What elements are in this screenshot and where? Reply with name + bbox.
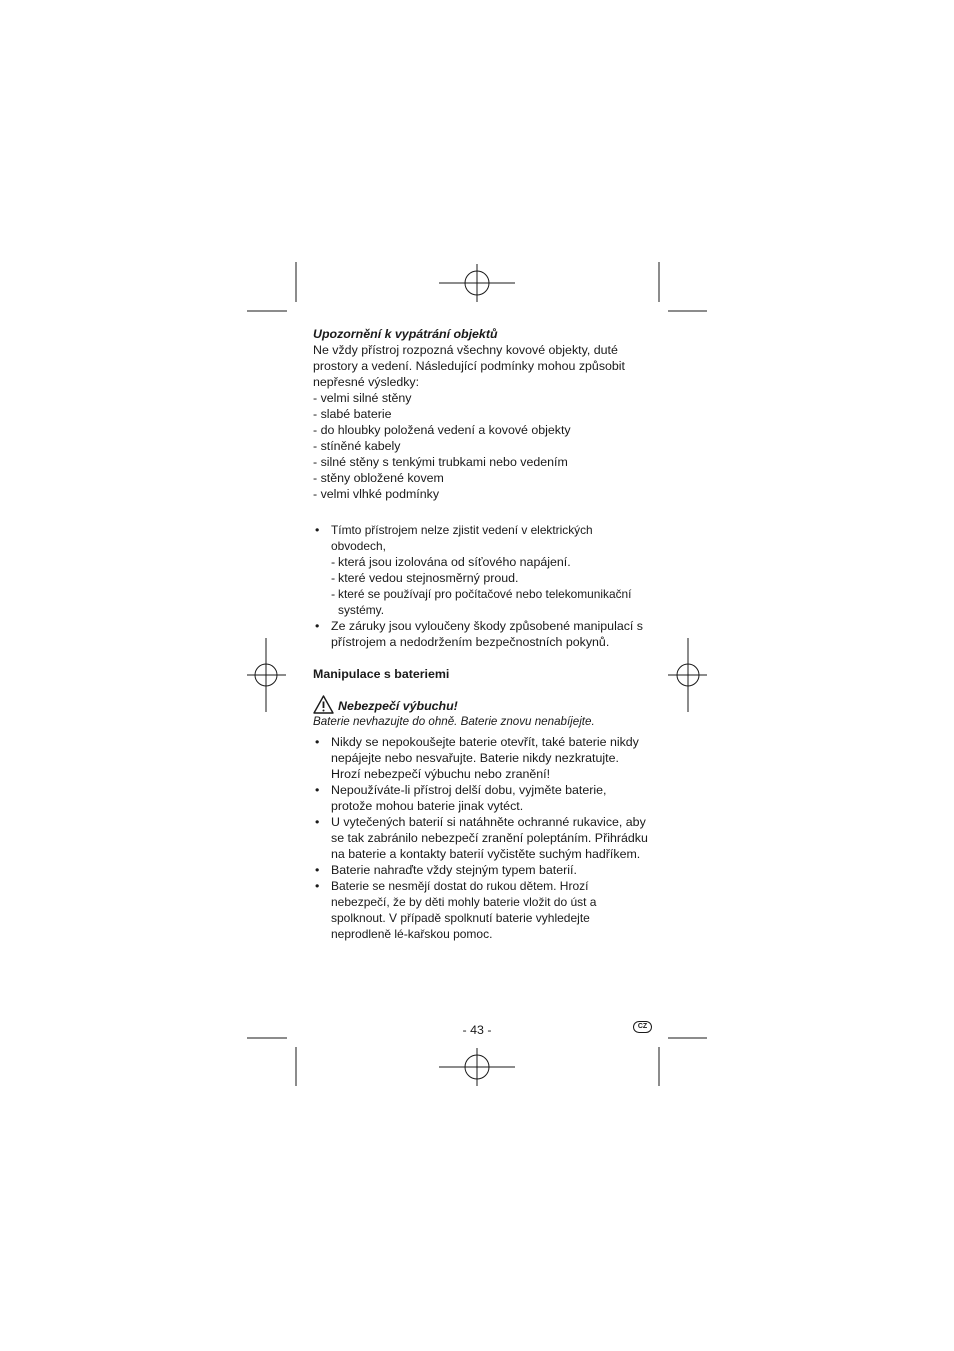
list-item: • U vytečených baterií si natáhněte ochranné rukavice, aby se tak zabránilo nebezpečí zranění poleptáním. Přihrádku na baterie a kontakty baterií vyčistěte suchým hadříkem. bbox=[315, 815, 648, 861]
warning-note: Baterie nevhazujte do ohně. Baterie znovu nenabíjejte. bbox=[313, 715, 595, 728]
list-item: - velmi silné stěny bbox=[313, 391, 412, 405]
bullet-icon: • bbox=[315, 815, 320, 829]
batteries-section-title: Manipulace s bateriemi bbox=[313, 667, 450, 681]
list-item: • Nikdy se nepokoušejte baterie otevřít, také baterie nikdy nepájejte nebo nesvařujte. Baterie nikdy nezkratujte. Hrozí nebezpečí výbuchu nebo zranění! bbox=[315, 735, 639, 781]
list-item: - velmi vlhké podmínky bbox=[313, 487, 440, 501]
list-item: - slabé baterie bbox=[313, 407, 392, 421]
dash-icon: - bbox=[331, 587, 336, 601]
bullet-icon: • bbox=[315, 879, 320, 893]
list-item: - která jsou izolována od síťového napájení. bbox=[331, 555, 571, 569]
warning-title: Nebezpečí výbuchu! bbox=[338, 699, 458, 713]
list-item: - stěny obložené kovem bbox=[313, 471, 444, 485]
list-item: - do hloubky položená vedení a kovové objekty bbox=[313, 423, 571, 437]
list-item: • Ze záruky jsou vyloučeny škody způsobené manipulací s přístrojem a nedodržením bezpečnostních pokynů. bbox=[315, 619, 643, 649]
bullet-icon: • bbox=[315, 783, 320, 797]
detection-notes-intro: Ne vždy přístroj rozpozná všechny kovové objekty, duté prostory a vedení. Následující podmínky mohou způsobit nepřesné výsledky: bbox=[313, 343, 625, 389]
list-item: • Tímto přístrojem nelze zjistit vedení v elektrických obvodech, - která jsou izolována od síťového napájení. - které vedou stejnosměrný proud. - které se používají pro počítačové nebo telekomunikační systémy. bbox=[313, 522, 648, 618]
battery-safety-list bbox=[313, 734, 648, 942]
limitations-list bbox=[313, 522, 648, 650]
page-number: - 43 - bbox=[462, 1023, 492, 1037]
country-badge: CZ bbox=[633, 1021, 652, 1033]
list-item: • Nepoužíváte-li přístroj delší dobu, vyjměte baterie, protože mohou baterie jinak vytéct. bbox=[315, 783, 607, 813]
dash-icon: - bbox=[331, 555, 336, 569]
document-body bbox=[313, 326, 648, 942]
warning-triangle-icon bbox=[313, 695, 334, 714]
warning-heading bbox=[313, 695, 648, 714]
list-item: - silné stěny s tenkými trubkami nebo vedením bbox=[313, 455, 568, 469]
sub-list bbox=[331, 554, 648, 618]
bullet-icon: • bbox=[315, 619, 320, 633]
bullet-icon: • bbox=[315, 735, 320, 749]
list-item: • Baterie nahraďte vždy stejným typem baterií. bbox=[315, 863, 577, 877]
bullet-icon: • bbox=[315, 863, 320, 877]
list-item: • Baterie se nesmějí dostat do rukou dětem. Hrozí nebezpečí, že by děti mohly baterie vložit do úst a spolknout. V případě spolknutí baterie vyhledejte neprodleně lé-kařskou pomoc. bbox=[315, 879, 597, 941]
list-item: - které se používají pro počítačové nebo telekomunikační systémy. bbox=[331, 587, 632, 617]
list-item: - stíněné kabely bbox=[313, 439, 401, 453]
conditions-list bbox=[313, 390, 648, 502]
bullet-icon: • bbox=[315, 523, 320, 537]
dash-icon: - bbox=[331, 571, 336, 585]
list-item: - které vedou stejnosměrný proud. bbox=[331, 571, 519, 585]
detection-notes-title: Upozornění k vypátrání objektů bbox=[313, 327, 498, 341]
